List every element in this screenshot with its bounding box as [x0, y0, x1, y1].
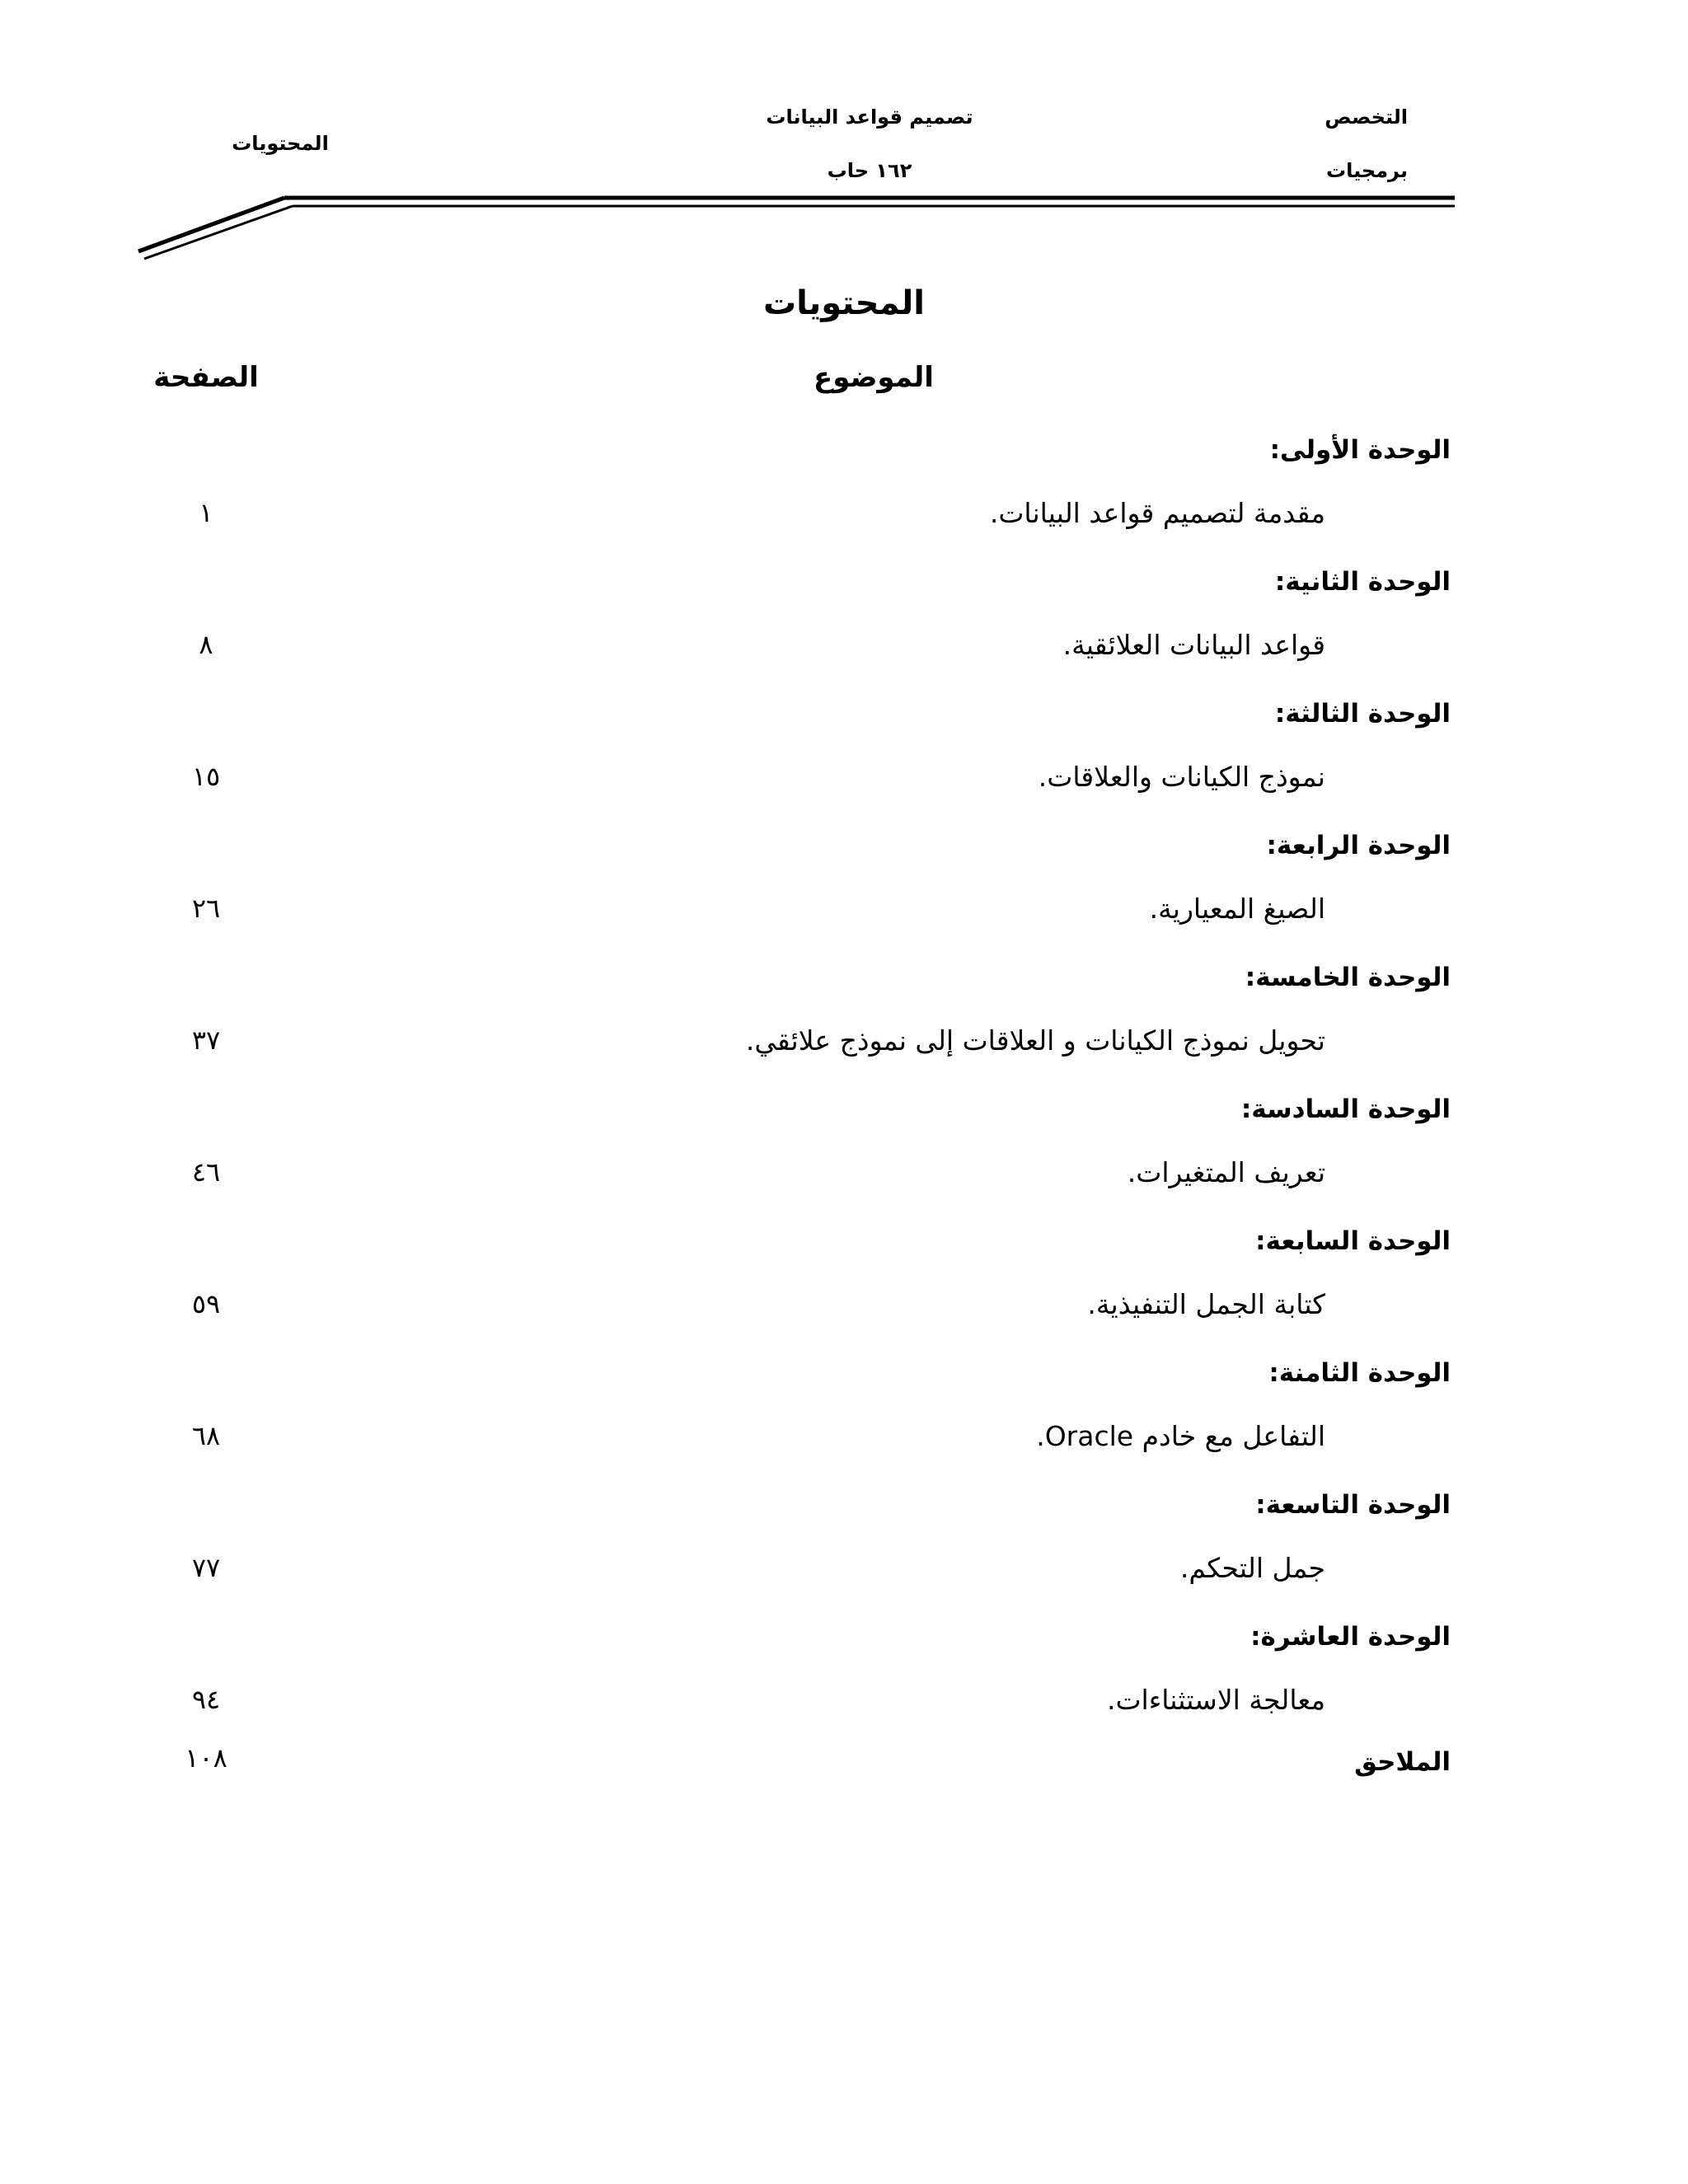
unit-5-page: ٣٧ — [191, 1024, 221, 1056]
header-course-name: تصميم قواعد البيانات — [766, 105, 973, 129]
unit-7-page: ٥٩ — [191, 1288, 221, 1319]
unit-3-label: الوحدة الثالثة: — [1274, 699, 1451, 729]
unit-10-topic: معالجة الاستثناءات. — [1107, 1684, 1325, 1716]
unit-6-topic: تعريف المتغيرات. — [1127, 1156, 1325, 1188]
header-course-code: ١٦٢ حاب — [827, 159, 912, 182]
unit-5-label: الوحدة الخامسة: — [1245, 963, 1451, 992]
unit-7-label: الوحدة السابعة: — [1255, 1226, 1451, 1256]
unit-4-topic: الصيغ المعيارية. — [1149, 893, 1325, 925]
column-header-page: الصفحة — [153, 361, 259, 394]
header-specialization-label: التخصص — [1325, 105, 1408, 129]
unit-10-page: ٩٤ — [191, 1684, 221, 1715]
unit-9-topic: جمل التحكم. — [1179, 1552, 1325, 1584]
unit-4-page: ٢٦ — [191, 893, 221, 924]
unit-8-label: الوحدة الثامنة: — [1268, 1358, 1451, 1388]
unit-10-label: الوحدة العاشرة: — [1250, 1622, 1451, 1652]
unit-3-page: ١٥ — [191, 761, 221, 792]
unit-5-topic: تحويل نموذج الكيانات و العلاقات إلى نموذج علائقي. — [745, 1024, 1325, 1057]
unit-3-topic: نموذج الكيانات والعلاقات. — [1038, 761, 1325, 793]
unit-7-topic: كتابة الجمل التنفيذية. — [1087, 1288, 1325, 1320]
appendix-label: الملاحق — [1354, 1747, 1451, 1777]
unit-1-page: ١ — [199, 497, 213, 528]
header-divider — [0, 0, 1688, 280]
unit-8-topic: التفاعل مع خادم Oracle. — [1036, 1420, 1325, 1452]
unit-1-topic: مقدمة لتصميم قواعد البيانات. — [989, 497, 1325, 529]
header-section: المحتويات — [232, 132, 329, 155]
unit-9-label: الوحدة التاسعة: — [1255, 1490, 1451, 1520]
unit-2-label: الوحدة الثانية: — [1274, 567, 1451, 597]
unit-2-topic: قواعد البيانات العلائقية. — [1062, 629, 1325, 661]
page-title: المحتويات — [762, 284, 925, 322]
unit-4-label: الوحدة الرابعة: — [1266, 831, 1451, 860]
unit-6-page: ٤٦ — [191, 1156, 221, 1188]
appendix-page: ١٠٨ — [185, 1742, 227, 1774]
header-specialization-value: برمجيات — [1325, 159, 1408, 182]
unit-1-label: الوحدة الأولى: — [1269, 435, 1451, 465]
unit-2-page: ٨ — [199, 629, 213, 660]
unit-6-label: الوحدة السادسة: — [1240, 1094, 1451, 1124]
unit-9-page: ٧٧ — [191, 1552, 221, 1583]
unit-8-page: ٦٨ — [191, 1420, 221, 1451]
column-header-topic: الموضوع — [814, 361, 934, 394]
